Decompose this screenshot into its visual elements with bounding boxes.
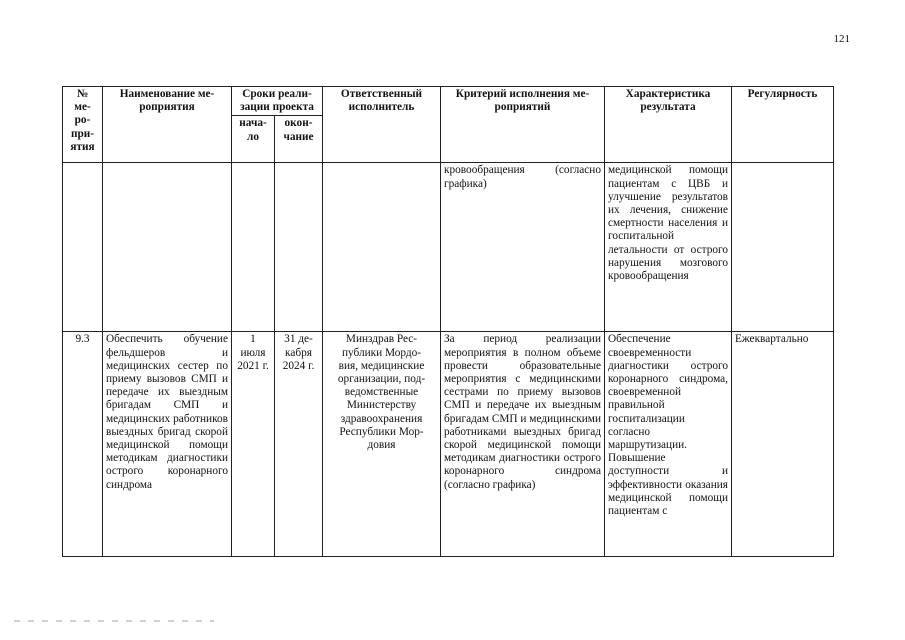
header-result: Характеристика результата [605,87,732,163]
header-executor: Ответственный исполнитель [323,87,441,163]
table-row [63,332,834,557]
cell-end [275,163,323,332]
cell-result: медицинской помощи пациентам с ЦВБ и улучшение результатов их лечения, снижение смертности населения и госпитальной летальности от острого нарушения мозгового кровообращения [605,163,732,332]
header-deadlines: Сроки реали- зации проекта [232,87,323,116]
cell-name: Обеспечить обучение фельдшеров и медицинских сестер по приему вызовов СМП и передаче их выездным бригадам СМП и медицинских работников выездных бригад скорой медицинской помощи методикам диагностики острого коронарного синдрома [103,332,232,557]
cell-executor: Минздрав Рес- публики Мордо- вия, медицинские организации, под- ведомственные Министерству здравоохранения Республики Мор- довия [323,332,441,557]
header-criterion: Критерий исполнения ме- роприятий [441,87,605,163]
header-end: окон- чание [275,116,323,163]
header-row [63,87,834,116]
cell-name [103,163,232,332]
cell-executor [323,163,441,332]
activities-table [62,86,834,557]
cell-criterion: кровообращения (согласно графика) [441,163,605,332]
header-num: № ме- ро- при- ятия [63,87,103,163]
scan-artifact [14,620,214,622]
cell-regularity: Ежеквартально [732,332,834,557]
cell-num: 9.3 [63,332,103,557]
header-name: Наименование ме- роприятия [103,87,232,163]
header-regularity: Регулярность [732,87,834,163]
cell-criterion: За период реализации мероприятия в полном объеме провести образовательные мероприятия с медицинскими сестрами по приему вызовов СМП и передаче их выездным бригадам СМП и медицинскими работниками выездных бригад скорой медицинской помощи методикам диагностики острого коронарного синдрома (согласно графика) [441,332,605,557]
cell-start: 1 июля 2021 г. [232,332,275,557]
header-start: нача- ло [232,116,275,163]
cell-regularity [732,163,834,332]
cell-num [63,163,103,332]
cell-start [232,163,275,332]
table-row [63,163,834,332]
page-number: 121 [833,33,850,45]
cell-end: 31 де- кабря 2024 г. [275,332,323,557]
cell-result: Обеспечение своевременности диагностики острого коронарного синдрома, своевременной правильной госпитализации согласно маршрутизации. Повышение доступности и эффективности оказания медицинской помощи пациентам с [605,332,732,557]
